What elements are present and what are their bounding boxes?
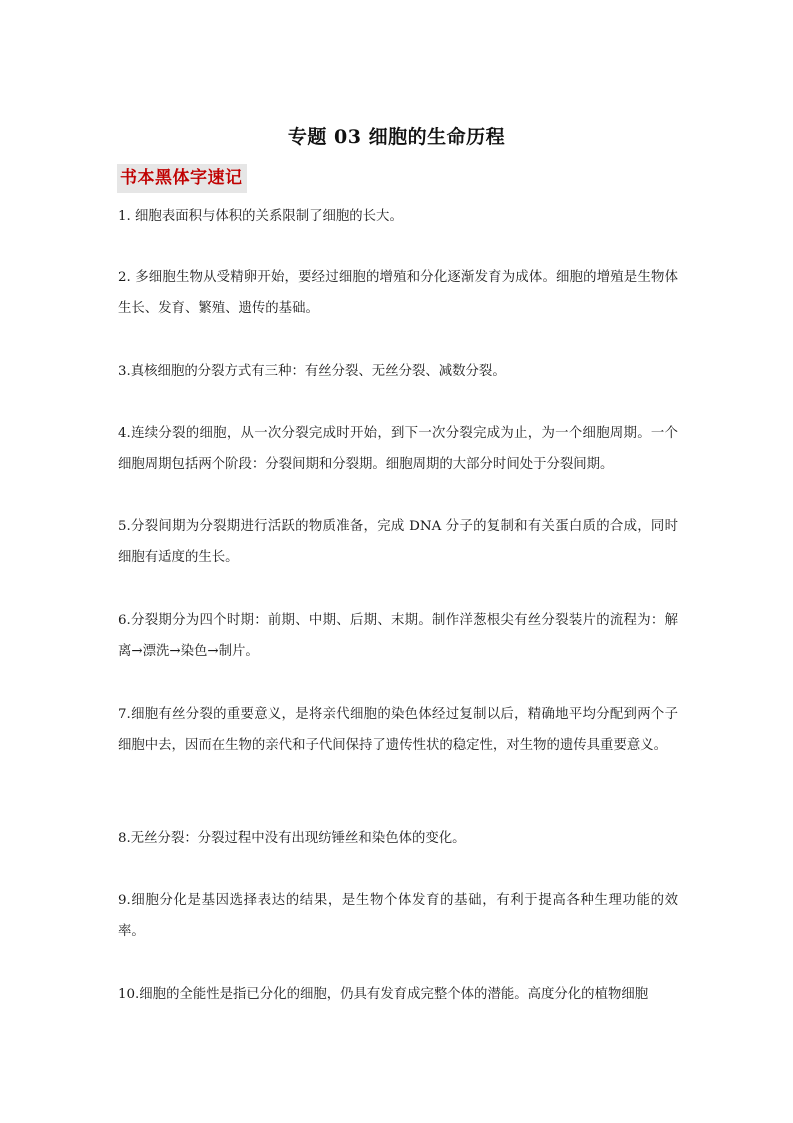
paragraph-7: 7.细胞有丝分裂的重要意义，是将亲代细胞的染色体经过复制以后，精确地平均分配到两个子细胞中去，因而在生物的亲代和子代间保持了遗传性状的稳定性，对生物的遗传具重要意义。 (118, 707, 678, 753)
paragraph-10: 10.细胞的全能性是指已分化的细胞，仍具有发育成完整个体的潜能。高度分化的植物细胞 (118, 987, 649, 1002)
paragraph-1: 1. 细胞表面积与体积的关系限制了细胞的长大。 (118, 209, 403, 224)
page-title: 专题 03 细胞的生命历程 (287, 126, 506, 148)
paragraph-8: 8.无丝分裂：分裂过程中没有出现纺锤丝和染色体的变化。 (118, 831, 466, 846)
paragraph-5: 5.分裂间期为分裂期进行活跃的物质准备，完成 DNA 分子的复制和有关蛋白质的合成，同时细胞有适度的生长。 (118, 519, 678, 565)
paragraph-2: 2. 多细胞生物从受精卵开始，要经过细胞的增殖和分化逐渐发育为成体。细胞的增殖是生物体生长、发育、繁殖、遗传的基础。 (118, 270, 678, 316)
paragraph-6: 6.分裂期分为四个时期：前期、中期、后期、末期。制作洋葱根尖有丝分裂装片的流程为：解离→漂洗→染色→制片。 (118, 613, 678, 659)
paragraph-4: 4.连续分裂的细胞，从一次分裂完成时开始，到下一次分裂完成为止，为一个细胞周期。一个细胞周期包括两个阶段：分裂间期和分裂期。细胞周期的大部分时间处于分裂间期。 (118, 426, 678, 472)
section-heading: 书本黑体字速记 (117, 164, 247, 193)
paragraph-9: 9.细胞分化是基因选择表达的结果，是生物个体发育的基础，有利于提高各种生理功能的效率。 (118, 893, 678, 939)
paragraph-3: 3.真核细胞的分裂方式有三种：有丝分裂、无丝分裂、减数分裂。 (118, 364, 506, 379)
